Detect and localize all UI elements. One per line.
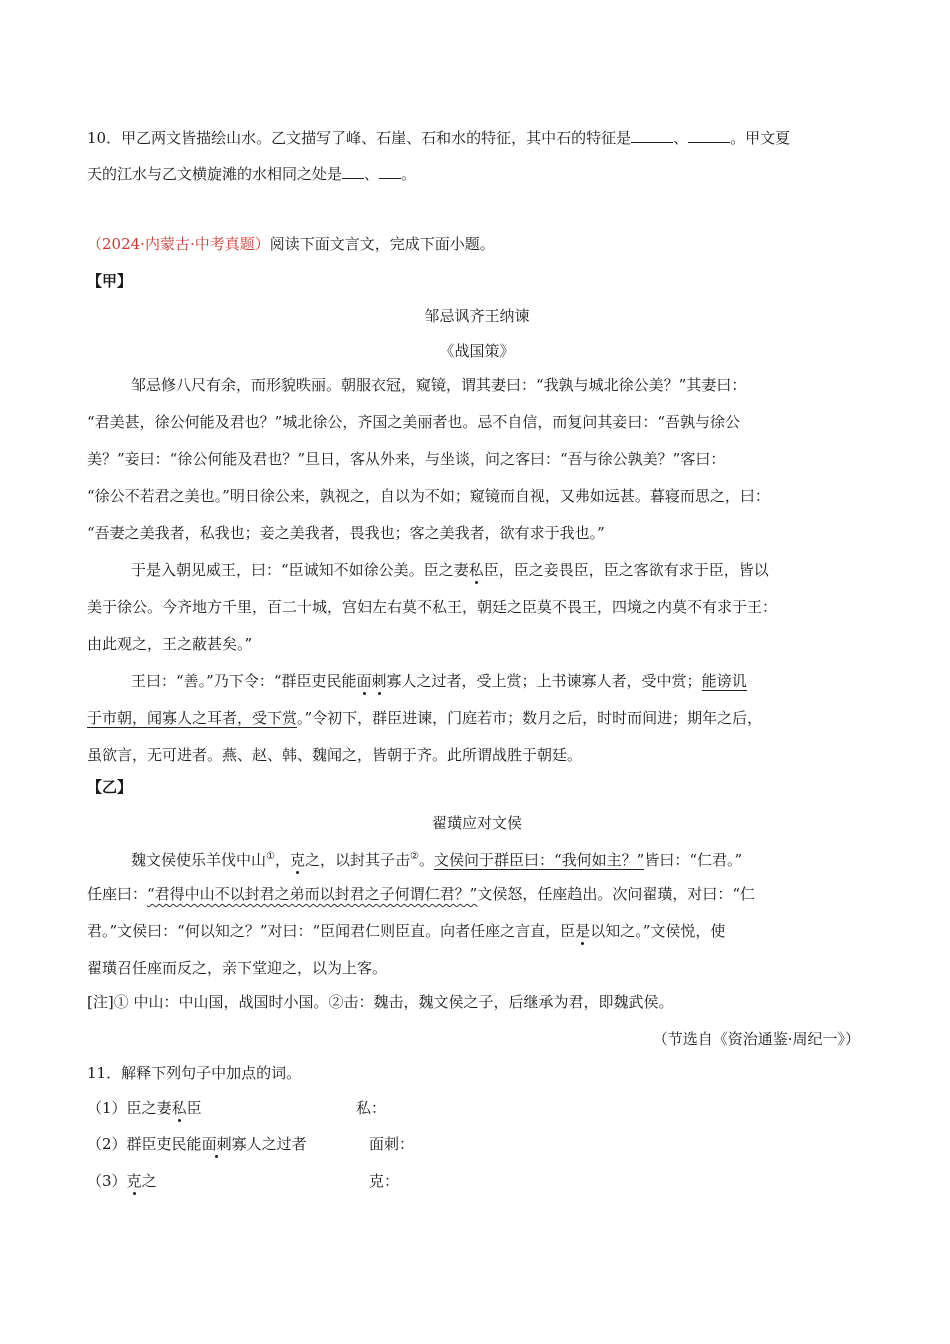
footnote-ref-2: ② [410, 851, 419, 862]
answer-blank-2[interactable] [688, 142, 730, 143]
jia-p1-line-5: “吾妻之美我者，私我也；妾之美我者，畏我也；客之美我者，欲有求于我也。” [87, 524, 605, 542]
q11-answer-2[interactable]: 面刺： [369, 1135, 415, 1153]
yi-title: 翟璜应对文侯 [431, 814, 522, 832]
dotted-word: 私 [171, 1099, 187, 1117]
jia-p2-line-3: 由此观之，王之蔽甚矣。” [87, 635, 253, 653]
q11-item-1: （1）臣之妻私臣 [87, 1099, 202, 1117]
dotted-word: 克 [126, 1172, 142, 1190]
yi-line-3: 君。”文侯曰：“何以知之？”对曰：“臣闻君仁则臣直。向者任座之言直，臣是以知之。”文侯悦，使 [87, 922, 726, 940]
q11-stem: 11．解释下列句子中加点的词。 [87, 1064, 302, 1082]
jia-p3-line-1: 王曰：“善。”乃下令：“群臣吏民能面刺寡人之过者，受上赏；上书谏寡人者，受中赏；能谤讥 [131, 672, 747, 690]
footnotes: [注]① 中山：中山国，战国时小国。②击：魏击，魏文侯之子，后继承为君，即魏武侯。 [87, 993, 674, 1011]
passage-source: （节选自《资治通鉴·周纪一》） [652, 1030, 860, 1048]
jia-title: 邹忌讽齐王纳谏 [424, 307, 530, 325]
footnote-ref-1: ① [266, 851, 275, 862]
section-label-jia: 【甲】 [87, 272, 133, 290]
jia-p1-line-3: 美？”妾曰：“徐公何能及君也？”旦日，客从外来，与坐谈，问之客曰：“吾与徐公孰美？”客曰： [87, 450, 726, 468]
jia-p1-line-2: “君美甚，徐公何能及君也？”城北徐公，齐国之美丽者也。忌不自信，而复问其妾曰：“吾孰与徐公 [87, 413, 741, 431]
dotted-word: 克 [290, 851, 306, 869]
underlined-sentence: 文侯问于群臣曰：“我何如主？” [434, 851, 645, 869]
q10-line-1: 10．甲乙两文皆描绘山水。乙文描写了峰、石崖、石和水的特征，其中石的特征是 、 。甲文夏 [87, 129, 791, 147]
q11-answer-1[interactable]: 私： [356, 1099, 387, 1117]
answer-blank-3[interactable] [342, 178, 364, 179]
dotted-word: 面刺 [201, 1135, 232, 1153]
dotted-word: 私 [468, 561, 484, 579]
jia-p3-line-3: 虽欲言，无可进者。燕、赵、韩、魏闻之，皆朝于齐。此所谓战胜于朝廷。 [87, 746, 583, 764]
section-label-yi: 【乙】 [87, 778, 133, 796]
exam-source: （2024·内蒙古·中考真题） [87, 235, 270, 253]
jia-source: 《战国策》 [439, 342, 515, 360]
q10-line-2: 天的江水与乙文横旋滩的水相同之处是 、 。 [87, 165, 417, 183]
underlined-sentence: 于市朝，闻寡人之耳者，受下赏 [87, 709, 298, 727]
instruction: 阅读下面文言文，完成下面小题。 [269, 235, 495, 253]
jia-p2-line-2: 美于徐公。今齐地方千里，百二十城，宫妇左右莫不私王，朝廷之臣莫不畏王，四境之内莫不有求于王： [87, 598, 778, 616]
underlined-sentence: 能谤讥 [701, 672, 747, 690]
yi-line-1: 魏文侯使乐羊伐中山①，克之，以封其子击②。文侯问于群臣曰：“我何如主？”皆曰：“仁君。” [131, 851, 743, 869]
q11-item-2: （2）群臣吏民能面刺寡人之过者 [87, 1135, 307, 1153]
dotted-word: 是 [575, 922, 591, 940]
jia-p2-line-1: 于是入朝见威王，曰：“臣诚知不如徐公美。臣之妻私臣，臣之妾畏臣，臣之客欲有求于臣，皆以 [131, 561, 769, 579]
jia-p1-line-1: 邹忌修八尺有余，而形貌昳丽。朝服衣冠，窥镜，谓其妻曰：“我孰与城北徐公美？”其妻曰： [131, 376, 747, 394]
jia-p3-line-2: 于市朝，闻寡人之耳者，受下赏。”令初下，群臣进谏，门庭若市；数月之后，时时而间进；期年之后， [87, 709, 763, 727]
dotted-word: 面 [356, 672, 372, 690]
q11-answer-3[interactable]: 克： [369, 1172, 400, 1190]
yi-line-2: 任座曰：“君得中山不以封君之弟而以封君之子何谓仁君？”文侯怒，任座趋出。次问翟璜，对曰：“仁 [87, 885, 756, 903]
jia-p1-line-4: “徐公不若君之美也。”明日徐公来，孰视之，自以为不如；窥镜而自视，又弗如远甚。暮寝而思之，曰： [87, 487, 770, 505]
dotted-word: 刺 [371, 672, 387, 690]
answer-blank-4[interactable] [379, 178, 401, 179]
q11-item-3: （3）克之 [87, 1172, 157, 1190]
answer-blank-1[interactable] [631, 142, 673, 143]
yi-line-4: 翟璜召任座而反之，亲下堂迎之，以为上客。 [87, 959, 388, 977]
passage-intro [87, 234, 495, 254]
wavy-underlined-sentence: “君得中山不以封君之弟而以封君之子何谓仁君？” [147, 885, 478, 903]
